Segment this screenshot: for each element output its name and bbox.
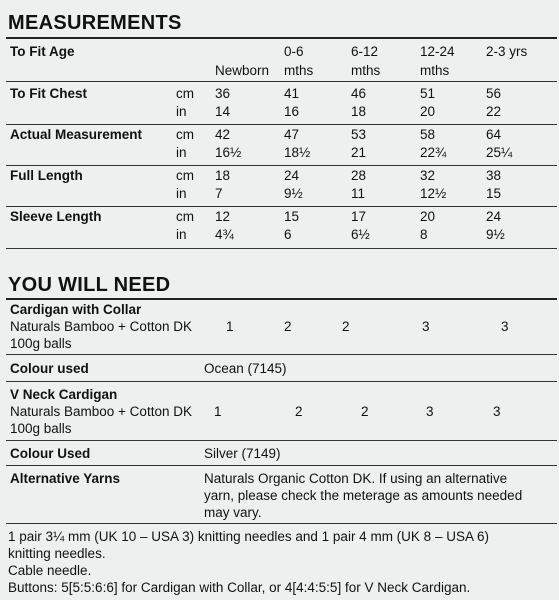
vneck-title: V Neck Cardigan	[10, 387, 118, 402]
age-header: mths	[420, 63, 450, 78]
alternative-yarns-text: Naturals Organic Cotton DK. If using an alternative	[204, 471, 508, 486]
value-cell: 24	[486, 209, 502, 224]
unit-label: cm	[176, 86, 194, 101]
value-cell: 58	[420, 127, 436, 142]
unit-label: in	[176, 145, 187, 160]
vneck-yarn: Naturals Bamboo + Cotton DK	[10, 404, 192, 419]
value-cell: 14	[215, 104, 231, 119]
row-label: Sleeve Length	[10, 209, 102, 224]
age-header: Newborn	[215, 63, 270, 78]
value-cell: 28	[351, 168, 367, 183]
alternative-yarns-text: may vary.	[204, 505, 262, 520]
value-cell: 32	[420, 168, 436, 183]
vneck-balls: 100g balls	[10, 421, 72, 436]
value-cell: 11	[351, 186, 366, 201]
cardigan-collar-yarn: Naturals Bamboo + Cotton DK	[10, 319, 192, 334]
age-header: mths	[351, 63, 381, 78]
buttons-text: Buttons: 5[5:5:6:6] for Cardigan with Collar, or 4[4:4:5:5] for V Neck Cardigan.	[8, 580, 471, 595]
value-cell: 51	[420, 86, 436, 101]
value-cell: 47	[284, 127, 300, 142]
row-label: Actual Measurement	[10, 127, 143, 142]
qty-cell: 2	[361, 404, 369, 419]
unit-label: in	[176, 104, 187, 119]
value-cell: 41	[284, 86, 300, 101]
unit-label: cm	[176, 168, 194, 183]
needles-text: knitting needles.	[8, 546, 106, 561]
colour-used-label: Colour Used	[10, 446, 91, 461]
qty-cell: 3	[501, 319, 509, 334]
value-cell: 7	[215, 186, 223, 201]
divider	[6, 465, 557, 466]
value-cell: 56	[486, 86, 502, 101]
value-cell: 16½	[215, 145, 242, 160]
unit-label: in	[176, 186, 187, 201]
value-cell: 21	[351, 145, 367, 160]
unit-label: cm	[176, 127, 194, 142]
colour-used-value: Silver (7149)	[204, 446, 281, 461]
value-cell: 12	[215, 209, 231, 224]
alternative-yarns-text: yarn, please check the meterage as amounts needed	[204, 488, 523, 503]
unit-label: in	[176, 227, 187, 242]
qty-cell: 3	[422, 319, 430, 334]
divider	[6, 298, 557, 300]
divider	[6, 124, 557, 125]
value-cell: 16	[284, 104, 300, 119]
value-cell: 38	[486, 168, 502, 183]
colour-used-label: Colour used	[10, 361, 89, 376]
divider	[6, 37, 557, 39]
divider	[6, 440, 557, 441]
value-cell: 53	[351, 127, 367, 142]
qty-cell: 2	[295, 404, 303, 419]
fit-age-label: To Fit Age	[10, 44, 75, 59]
value-cell: 36	[215, 86, 231, 101]
you-will-need-heading: YOU WILL NEED	[8, 274, 171, 296]
value-cell: 6½	[351, 227, 370, 242]
value-cell: 6	[284, 227, 292, 242]
unit-label: cm	[176, 209, 194, 224]
value-cell: 18	[351, 104, 367, 119]
qty-cell: 2	[342, 319, 350, 334]
divider	[6, 354, 557, 355]
value-cell: 24	[284, 168, 300, 183]
value-cell: 4¾	[215, 227, 234, 242]
value-cell: 15	[486, 186, 502, 201]
qty-cell: 1	[226, 319, 234, 334]
value-cell: 18	[215, 168, 231, 183]
value-cell: 20	[420, 209, 436, 224]
value-cell: 12½	[420, 186, 447, 201]
divider	[6, 523, 557, 524]
alternative-yarns-label: Alternative Yarns	[10, 471, 121, 486]
qty-cell: 3	[493, 404, 501, 419]
divider	[6, 81, 557, 82]
divider	[6, 165, 557, 166]
divider	[6, 206, 557, 207]
colour-used-value: Ocean (7145)	[204, 361, 287, 376]
age-header: 12-24	[420, 44, 455, 59]
value-cell: 42	[215, 127, 231, 142]
age-header: 2-3 yrs	[486, 44, 528, 59]
value-cell: 9½	[486, 227, 505, 242]
divider	[6, 381, 557, 382]
age-header: 6-12	[351, 44, 379, 59]
qty-cell: 2	[284, 319, 292, 334]
value-cell: 8	[420, 227, 428, 242]
age-header: 0-6	[284, 44, 304, 59]
cardigan-collar-title: Cardigan with Collar	[10, 302, 142, 317]
value-cell: 22	[486, 104, 502, 119]
qty-cell: 3	[426, 404, 434, 419]
qty-cell: 1	[214, 404, 222, 419]
value-cell: 17	[351, 209, 367, 224]
needles-text: 1 pair 3¼ mm (UK 10 – USA 3) knitting needles and 1 pair 4 mm (UK 8 – USA 6)	[8, 529, 489, 544]
cardigan-collar-balls: 100g balls	[10, 336, 72, 351]
row-label: To Fit Chest	[10, 86, 87, 101]
value-cell: 64	[486, 127, 502, 142]
measurements-heading: MEASUREMENTS	[8, 12, 182, 34]
value-cell: 25¼	[486, 145, 513, 160]
divider	[6, 248, 557, 249]
value-cell: 20	[420, 104, 436, 119]
value-cell: 9½	[284, 186, 303, 201]
row-label: Full Length	[10, 168, 83, 183]
value-cell: 46	[351, 86, 367, 101]
age-header: mths	[284, 63, 314, 78]
cable-needle-text: Cable needle.	[8, 563, 92, 578]
value-cell: 18½	[284, 145, 311, 160]
value-cell: 15	[284, 209, 300, 224]
value-cell: 22¾	[420, 145, 447, 160]
